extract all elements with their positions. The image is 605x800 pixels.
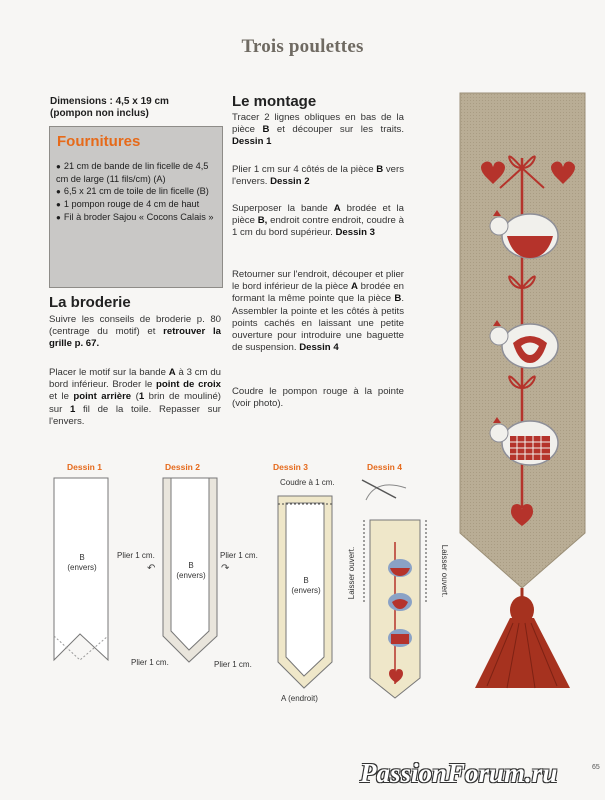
- fold-label: Plier 1 cm.: [214, 660, 252, 669]
- text-run-bold: retrouver la grille p. 67.: [49, 326, 221, 350]
- broderie-paragraph-2: [49, 367, 221, 428]
- piece-side: (envers): [67, 563, 97, 572]
- list-item: ● 1 pompon rouge de 4 cm de haut: [56, 198, 218, 211]
- piece-side: (envers): [176, 571, 206, 580]
- dessin-4-label: Dessin 4: [367, 462, 402, 472]
- montage-step-3: [232, 203, 404, 240]
- text-run-bold: 1: [69, 403, 76, 415]
- dessin-1-piece: [52, 553, 112, 573]
- piece-letter: B: [79, 553, 85, 562]
- text-run-bold: point arrière: [73, 391, 132, 403]
- piece-side: (envers): [291, 586, 321, 595]
- text-run: brodée et la pièce: [232, 203, 404, 227]
- text-run: Suivre les conseils de broderie p. 80 (centrage du motif) et: [49, 314, 221, 338]
- broderie-heading: La broderie: [49, 294, 131, 311]
- dessin-3-label: Dessin 3: [273, 462, 308, 472]
- text-run: brodée en formant la même pointe que la pièce: [232, 281, 404, 305]
- list-item: ● 21 cm de bande de lin ficelle de 4,5 cm de large (11 fils/cm) (A): [56, 160, 218, 185]
- montage-step-2: [232, 164, 404, 188]
- dessin-2-piece: [161, 561, 221, 581]
- text-run-bold: B,: [257, 215, 268, 227]
- text-run: (: [131, 391, 139, 403]
- montage-heading: Le montage: [232, 93, 317, 110]
- text-run: Tracer 2 lignes obliques en bas de la pièce: [232, 112, 404, 136]
- montage-step-4: [232, 269, 404, 354]
- text-run-bold: A: [168, 367, 176, 378]
- text-run-bold: Dessin 2: [270, 176, 310, 188]
- fournitures-list: [56, 160, 218, 224]
- fournitures-heading: Fournitures: [57, 133, 141, 150]
- text-run: brin de mouliné) sur: [49, 391, 221, 415]
- text-run-bold: A: [350, 281, 358, 293]
- montage-step-1: [232, 112, 404, 149]
- text-run-bold: B: [394, 293, 402, 305]
- fold-arrow-icon: ↷: [221, 563, 230, 574]
- text-run: . Assembler la pointe et les côtés à petits points cachés en laissant une petite ouverture pour introduire une baguette de suspension.: [232, 293, 404, 354]
- text-run: Plier 1 cm sur 4 côtés de la pièce: [232, 164, 377, 175]
- text-run: à 3 cm du bord inférieur. Broder le: [49, 367, 222, 391]
- text-run-bold: B: [262, 124, 270, 136]
- text-run: endroit contre endroit, coudre à 1 cm du bord supérieur.: [232, 215, 404, 239]
- fold-label: Plier 1 cm.: [117, 551, 155, 560]
- text-run-bold: B: [376, 164, 384, 175]
- text-run-bold: A: [333, 203, 341, 214]
- text-run-bold: point de croix: [156, 379, 222, 391]
- sew-label: Coudre à 1 cm.: [280, 478, 335, 487]
- needle-icon: [362, 480, 396, 498]
- piece-letter: B: [188, 561, 194, 570]
- bottom-label: A (endroit): [281, 694, 318, 703]
- broderie-paragraph-1: [49, 314, 221, 351]
- list-item: ● 6,5 x 21 cm de toile de lin ficelle (B): [56, 185, 218, 198]
- text-run: et découper sur les traits.: [269, 124, 404, 136]
- text-run: et le: [49, 391, 74, 403]
- dessin-1-label: Dessin 1: [67, 462, 102, 472]
- text-run-bold: 1: [138, 391, 145, 403]
- dimensions-line: Dimensions : 4,5 x 19 cm: [50, 96, 169, 107]
- tassel: [475, 588, 570, 688]
- text-run: Placer le motif sur la bande: [49, 367, 169, 378]
- montage-step-5: Coudre le pompon rouge à la pointe (voir photo).: [232, 386, 404, 410]
- fold-label: Plier 1 cm.: [220, 551, 258, 560]
- dimensions: [50, 96, 169, 120]
- dimensions-note: (pompon non inclus): [50, 108, 149, 119]
- fold-arrow-icon: ↶: [147, 563, 156, 574]
- text-run-bold: Dessin 4: [299, 342, 339, 354]
- fournitures-box: [49, 126, 223, 288]
- fold-label: Plier 1 cm.: [131, 658, 169, 667]
- bookmark-photo: [455, 88, 590, 700]
- dessin-4-diagram: [356, 472, 431, 702]
- text-run-bold: Dessin 3: [335, 227, 375, 239]
- text-run-bold: Dessin 1: [232, 136, 272, 148]
- text-run: fil de la toile. Repasser sur l'envers.: [49, 403, 221, 427]
- text-run: Superposer la bande: [232, 203, 334, 214]
- open-right-label: Laisser ouvert.: [440, 544, 449, 598]
- list-item: ● Fil à broder Sajou « Cocons Calais »: [56, 211, 218, 224]
- text-run: vers l'envers.: [232, 164, 404, 188]
- open-left-label: Laisser ouvert.: [347, 546, 356, 600]
- dessin-3-piece: [276, 576, 336, 596]
- piece-letter: B: [303, 576, 309, 585]
- page-title: Trois poulettes: [241, 36, 364, 57]
- dessin-2-label: Dessin 2: [165, 462, 200, 472]
- page-number: 65: [592, 764, 600, 771]
- watermark: PassionForum.ru: [360, 758, 558, 788]
- text-run: Retourner sur l'endroit, découper et plier le bord inférieur de la pièce: [232, 269, 404, 293]
